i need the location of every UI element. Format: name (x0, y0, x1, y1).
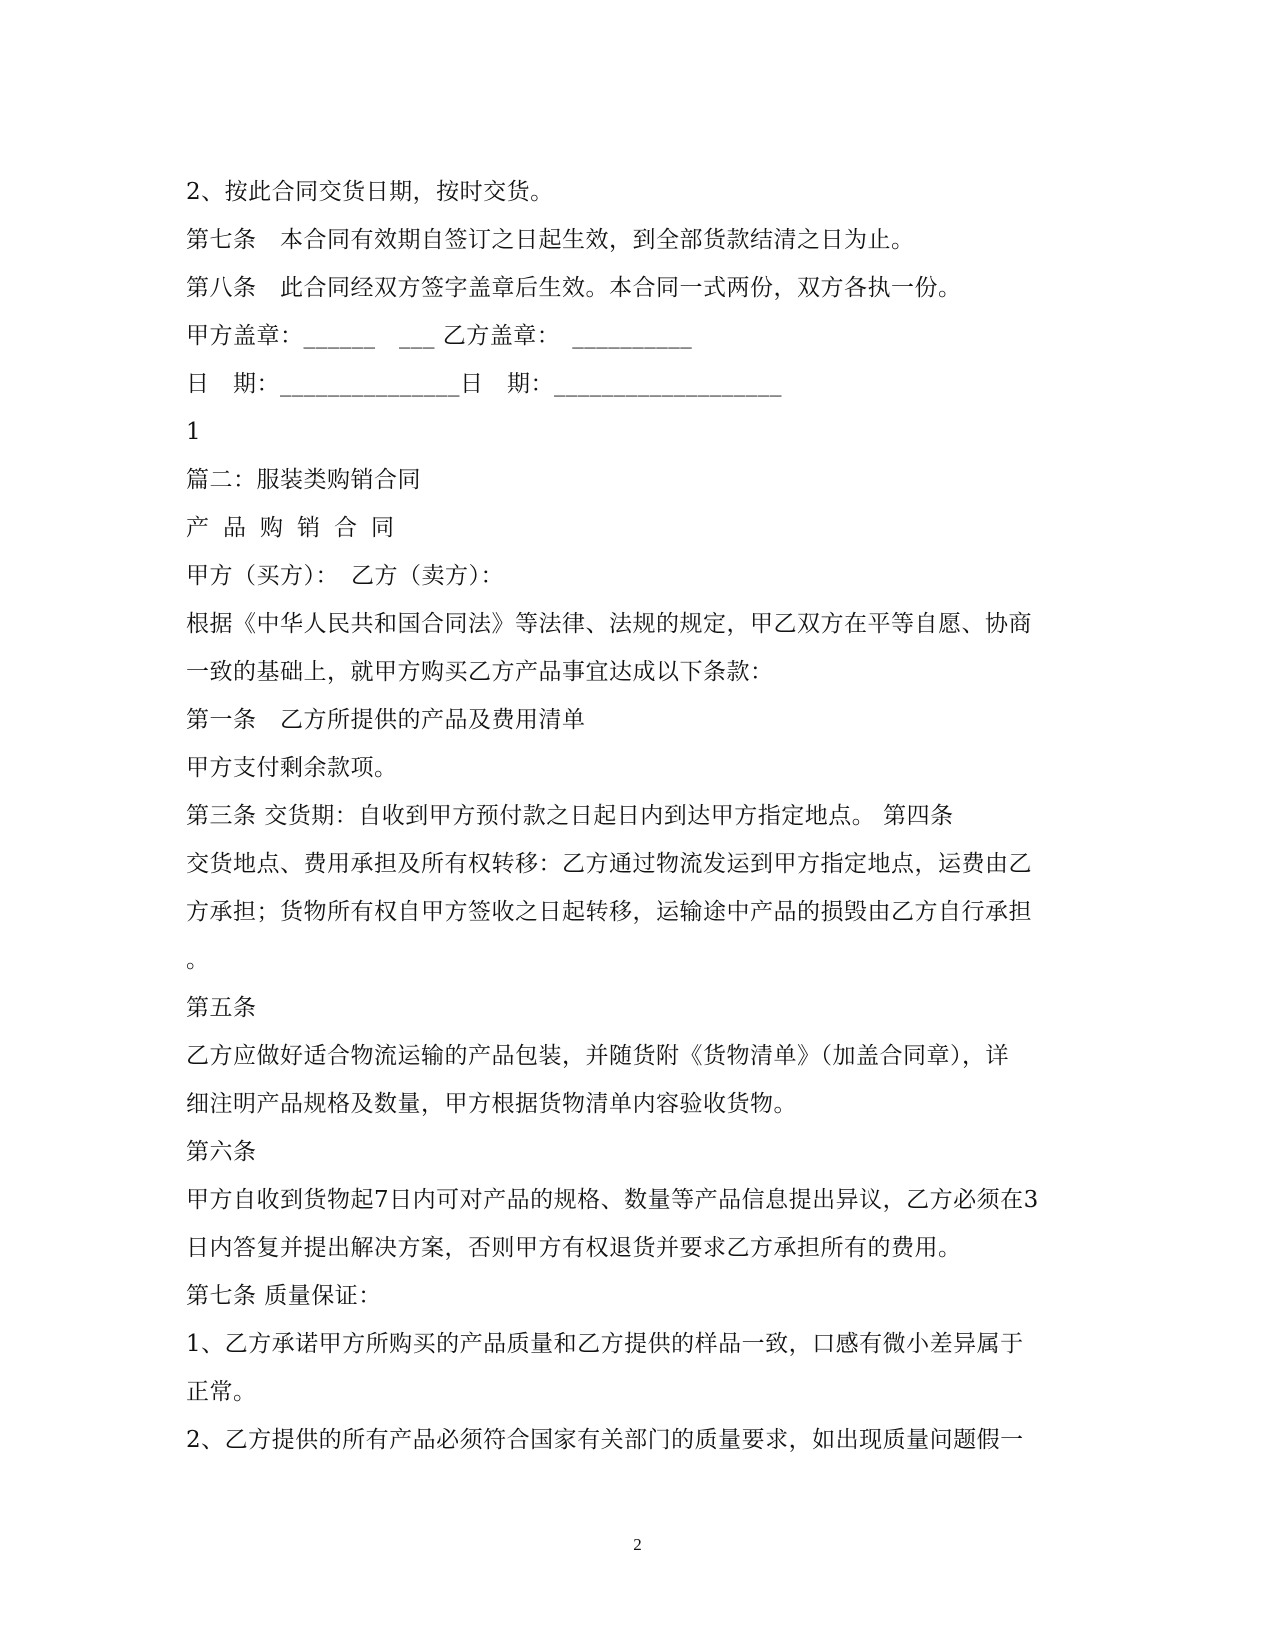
page-number: 2 (633, 1535, 642, 1554)
parties-line: 甲方（买方）： 乙方（卖方）： (186, 563, 504, 589)
signature-line: 甲方盖章：______ ___ 乙方盖章： __________ (186, 323, 693, 349)
text-line: 甲方支付剩余款项。 (186, 755, 398, 781)
text-line: 日内答复并提出解决方案，否则甲方有权退货并要求乙方承担所有的费用。 (186, 1235, 962, 1261)
text-line: 第五条 (186, 995, 257, 1021)
text-line: 乙方应做好适合物流运输的产品包装，并随货附《货物清单》（加盖合同章），详 (186, 1043, 1009, 1069)
text-line: 1 (186, 419, 202, 445)
date-line: 日 期：_______________日 期：___________________ (186, 371, 782, 397)
contract-title: 产品购销合同 (186, 515, 408, 541)
text-line: 第三条 交货期：自收到甲方预付款之日起日内到达甲方指定地点。 第四条 (186, 803, 954, 829)
section-heading: 篇二：服装类购销合同 (186, 467, 421, 493)
text-line: 第六条 (186, 1139, 257, 1165)
text-line: 第八条 此合同经双方签字盖章后生效。本合同一式两份，双方各执一份。 (186, 275, 962, 301)
text-line: 第七条 本合同有效期自签订之日起生效，到全部货款结清之日为止。 (186, 227, 915, 253)
text-line: 正常。 (186, 1379, 257, 1405)
text-line: 一致的基础上，就甲方购买乙方产品事宜达成以下条款： (186, 659, 774, 685)
text-line: 2、按此合同交货日期，按时交货。 (186, 179, 554, 205)
text-line: 甲方自收到货物起7日内可对产品的规格、数量等产品信息提出异议，乙方必须在3 (186, 1187, 1039, 1213)
text-line: 第一条 乙方所提供的产品及费用清单 (186, 707, 586, 733)
text-line: 1、乙方承诺甲方所购买的产品质量和乙方提供的样品一致，口感有微小差异属于 (186, 1331, 1024, 1357)
text-line: 。 (186, 947, 210, 973)
text-line: 交货地点、费用承担及所有权转移：乙方通过物流发运到甲方指定地点，运费由乙 (186, 851, 1032, 877)
text-line: 根据《中华人民共和国合同法》等法律、法规的规定，甲乙双方在平等自愿、协商 (186, 611, 1032, 637)
document-body (186, 168, 1096, 1464)
text-line: 2、乙方提供的所有产品必须符合国家有关部门的质量要求，如出现质量问题假一 (186, 1427, 1024, 1453)
text-line: 细注明产品规格及数量，甲方根据货物清单内容验收货物。 (186, 1091, 797, 1117)
text-line: 方承担；货物所有权自甲方签收之日起转移，运输途中产品的损毁由乙方自行承担 (186, 899, 1032, 925)
text-line: 第七条 质量保证： (186, 1283, 382, 1309)
